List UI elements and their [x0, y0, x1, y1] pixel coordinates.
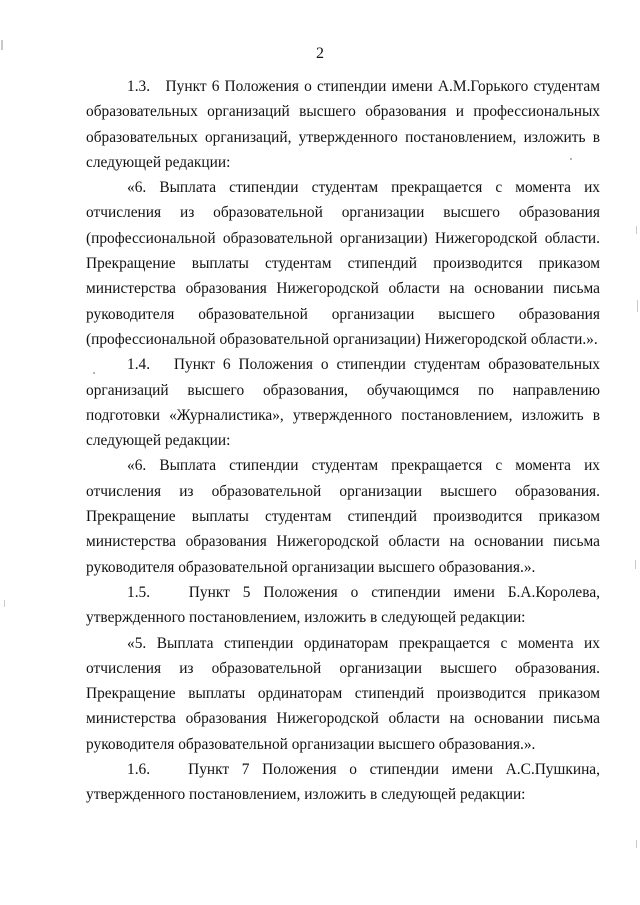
page-number: 2	[316, 45, 324, 62]
clause-1-5-text: «5. Выплата стипендии ординаторам прекращается с момента их отчисления из образовательной организации высшего образования. Прекращение выплаты ординаторам стипендий производится приказом министерства образования Нижегородской области на основании письма руководителя образовательной организации высшего образования.».	[86, 634, 600, 753]
clause-1-3: 1.3. Пункт 6 Положения о стипендии имени А.М.Горького студентам образовательных организаций высшего образования и профессиональных образовательных организаций, утвержденного постановлением, изложить в следующей редакции:	[86, 78, 600, 171]
clause-1-4-text: «6. Выплата стипендии студентам прекращается с момента их отчисления из образовательной организации высшего образования. Прекращение выплаты студентам стипендий производится приказом министерства образования Нижегородской области на основании письма руководителя образовательной организации высшего образования.».	[86, 457, 600, 576]
scan-artifact	[4, 600, 5, 607]
document-body	[86, 74, 600, 808]
scan-artifact	[635, 560, 636, 569]
scan-artifact	[636, 840, 637, 848]
scan-artifact	[636, 226, 637, 234]
clause-1-4: 1.4. Пункт 6 Положения о стипендии студентам образовательных организаций высшего образования, обучающимся по направлению подготовки «Журналистика», утвержденного постановлением, изложить в следующей редакции:	[86, 356, 600, 450]
scan-artifact	[637, 300, 638, 312]
clause-1-5: 1.5. Пункт 5 Положения о стипендии имени Б.А.Королева, утвержденного постановлением, изложить в следующей редакции:	[86, 583, 600, 627]
clause-1-3-text: «6. Выплата стипендии студентам прекращается с момента их отчисления из образовательной организации высшего образования (профессиональной образовательной организации) Нижегородской области. Прекращение выплаты студентам стипендий производится приказом министерства образования Нижегородской области на основании письма руководителя образовательной организации высшего образования (профессиональной образовательной организации) Нижегородской области.».	[86, 179, 600, 348]
clause-1-6: 1.6. Пункт 7 Положения о стипендии имени А.С.Пушкина, утвержденного постановлением, изложить в следующей редакции:	[86, 761, 600, 804]
